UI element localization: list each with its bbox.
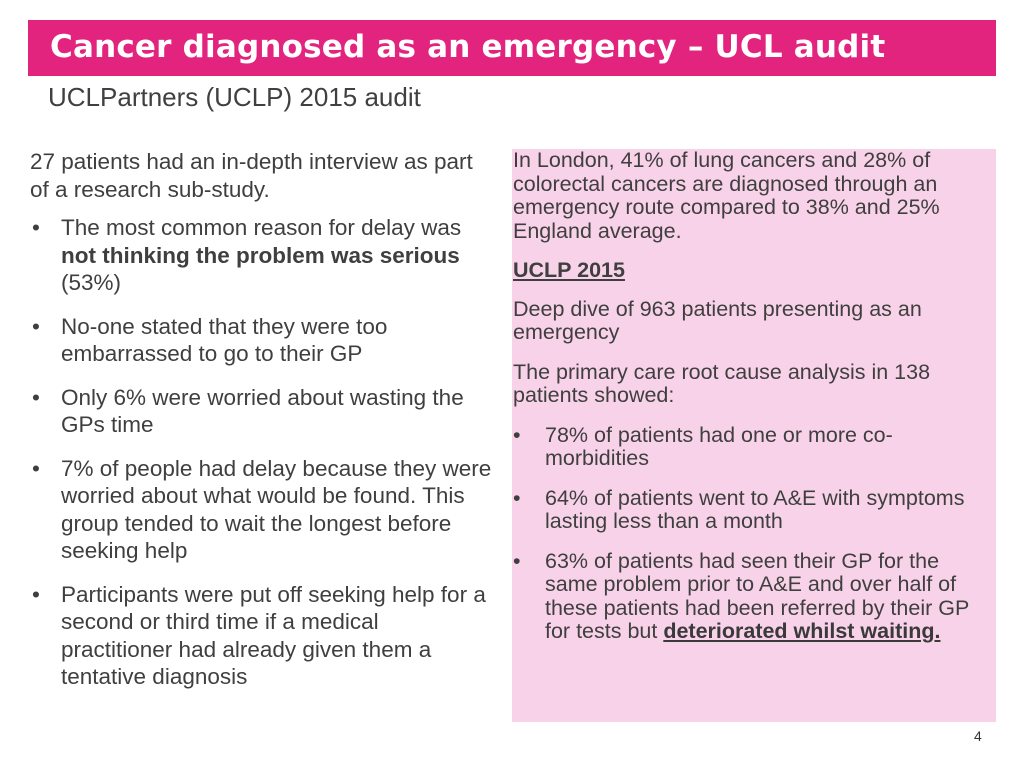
list-item: • Only 6% were worried about wasting the GPs time [30, 384, 492, 439]
list-item: • 78% of patients had one or more co-morbidities [513, 424, 992, 471]
list-item: • 63% of patients had seen their GP for the same problem prior to A&E and over half of these patients had been referred by their GP for tests but deteriorated whilst waiting. [513, 550, 992, 644]
list-item: • 64% of patients went to A&E with symptoms lasting less than a month [513, 487, 992, 534]
right-intro: In London, 41% of lung cancers and 28% of colorectal cancers are diagnosed through an emergency route compared to 38% and 25% England average. [513, 148, 940, 243]
right-panel [512, 149, 996, 722]
left-intro: 27 patients had an in-depth interview as part of a research sub-study. [30, 149, 473, 202]
list-item: • Participants were put off seeking help for a second or third time if a medical practitioner had already given them a tentative diagnosis [30, 581, 492, 691]
left-bullet-list [30, 214, 492, 691]
page-number: 4 [974, 728, 982, 744]
uclp-heading: UCLP 2015 [513, 258, 625, 282]
left-column [30, 148, 492, 707]
list-item: • 7% of people had delay because they were worried about what would be found. This group tended to wait the longest before seeking help [30, 455, 492, 565]
deep-dive-text: Deep dive of 963 patients presenting as an emergency [513, 296, 922, 344]
list-item: • The most common reason for delay was not thinking the problem was serious (53%) [30, 214, 492, 297]
title-bar [28, 20, 996, 76]
right-bullet-list [513, 424, 992, 644]
root-cause-text: The primary care root cause analysis in 138 patients showed: [513, 359, 931, 407]
emphasis-text: deteriorated whilst waiting. [663, 619, 941, 643]
subtitle: UCLPartners (UCLP) 2015 audit [48, 82, 421, 112]
page-title: Cancer diagnosed as an emergency – UCL audit [50, 29, 886, 65]
emphasis-text: not thinking the problem was serious [61, 242, 460, 268]
list-item: • No-one stated that they were too embarrassed to go to their GP [30, 313, 492, 368]
